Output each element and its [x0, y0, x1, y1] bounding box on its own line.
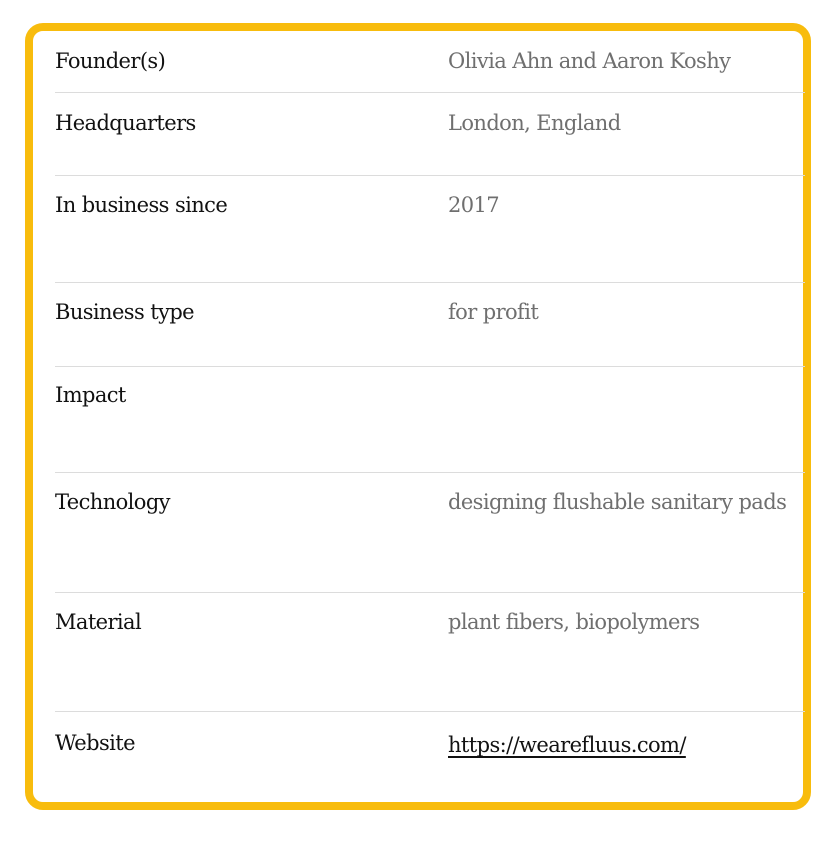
detail-row-material	[55, 593, 805, 712]
detail-row-founders	[55, 31, 805, 93]
website-link[interactable]: https://wearefluus.com/	[448, 733, 686, 757]
business-type-value: for profit	[448, 300, 539, 324]
headquarters-label: Headquarters	[55, 111, 196, 135]
company-details-card	[25, 23, 811, 810]
founders-value: Olivia Ahn and Aaron Koshy	[448, 49, 731, 73]
details-table	[55, 31, 805, 802]
website-value	[448, 735, 686, 756]
detail-row-business-type	[55, 283, 805, 367]
detail-row-technology	[55, 473, 805, 593]
detail-row-headquarters	[55, 93, 805, 176]
in-business-since-value: 2017	[448, 193, 500, 217]
detail-row-impact	[55, 367, 805, 473]
detail-row-in-business-since	[55, 176, 805, 283]
technology-label: Technology	[55, 490, 170, 514]
business-type-label: Business type	[55, 300, 195, 324]
website-label: Website	[55, 731, 135, 755]
impact-label: Impact	[55, 383, 126, 407]
material-value: plant fibers, biopolymers	[448, 610, 700, 634]
detail-row-website	[55, 712, 805, 802]
in-business-since-label: In business since	[55, 193, 228, 217]
material-label: Material	[55, 610, 142, 634]
headquarters-value: London, England	[448, 111, 621, 135]
founders-label: Founder(s)	[55, 49, 166, 73]
technology-value: designing flushable sanitary pads	[448, 490, 787, 514]
